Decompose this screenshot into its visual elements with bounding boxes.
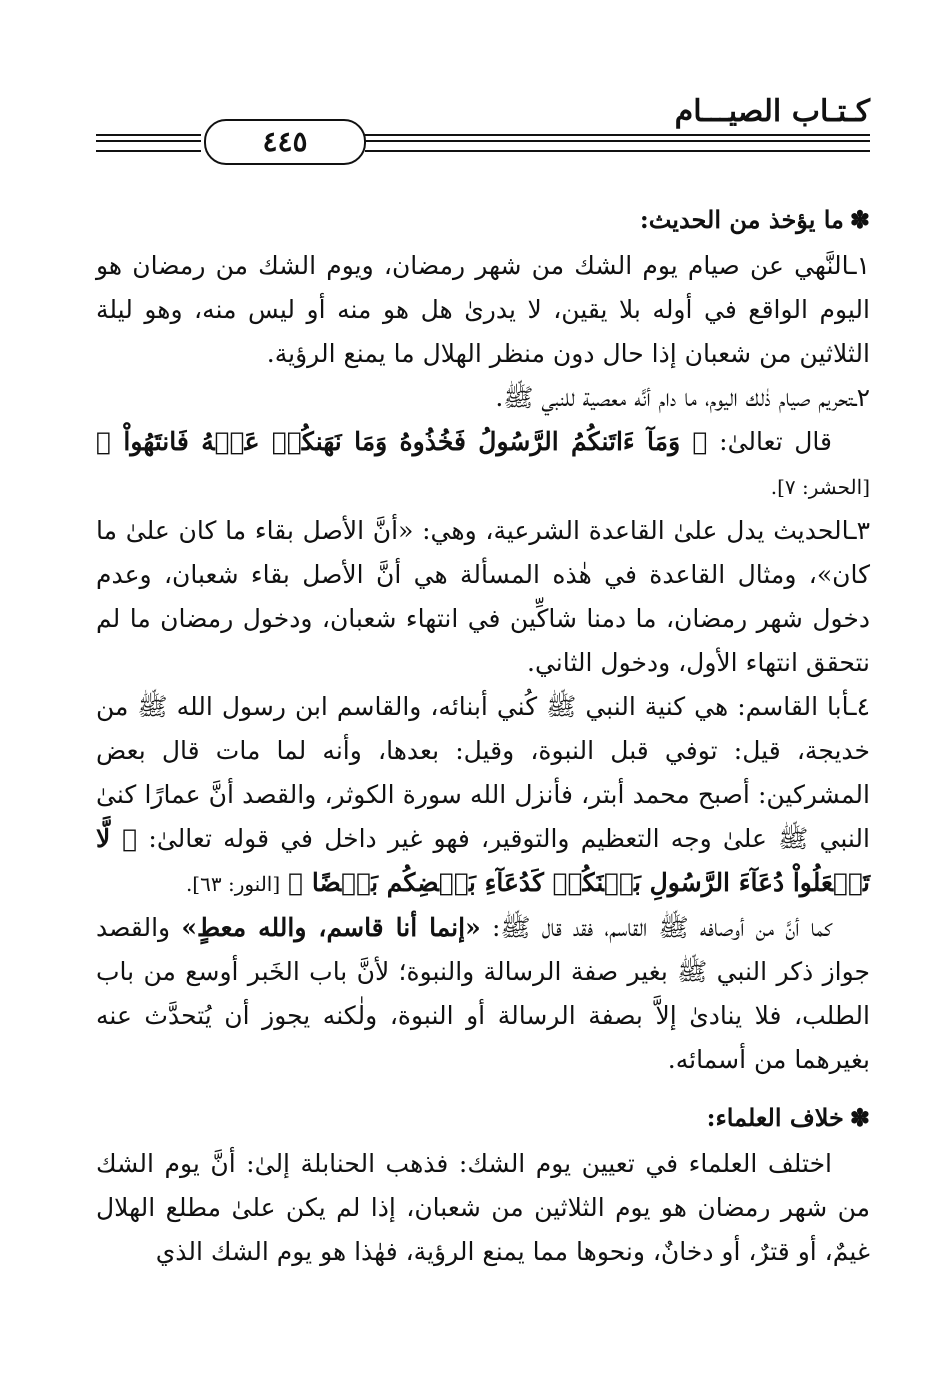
page-body <box>96 200 870 1274</box>
verse-line: قال تعالىٰ: ﴿ وَمَآ ءَاتَنكُمُ الرَّسُولُ فَخُذُوهُ وَمَا نَهَنكُمۡ عَنۡهُ فَانتَهُواْ ﴾ [الحشر: ٧]. <box>96 427 870 499</box>
section-heading-takeaways: ✽ما يؤخذ من الحديث: <box>639 205 870 234</box>
verse-reference: [الحشر: ٧]. <box>770 475 870 499</box>
asterisk-icon: ✽ <box>849 1103 870 1132</box>
page-header <box>96 92 870 162</box>
paragraph-attributes: كما أنَّ من أوصافه ﷺ القاسم، فقد قال ﷺ: «إنما أنا قاسم، والله معطٍ» والقصد جواز ذكر النبي ﷺ بغير صفة الرسالة والنبوة؛ لأنَّ باب الخَبر أوسع من باب الطلب، فلا ينادىٰ إلاَّ بصفة الرسالة أو النبوة، ولٰكنه يجوز أن يُتحدَّث عنه بغيرهما من أسمائه. <box>96 913 870 1074</box>
running-title: كـتـاب الصيـــام <box>674 94 870 129</box>
paragraph-scholars: اختلف العلماء في تعيين يوم الشك: فذهب الحنابلة إلىٰ: أنَّ يوم الشك من شهر رمضان هو يوم الثلاثين من شعبان، إذا لم يكن علىٰ مطلع الهلال غيمٌ، أو قترٌ، أو دخانٌ، ونحوها مما يمنع الرؤية، فهٰذا هو يوم الشك الذي <box>96 1149 870 1266</box>
verse-reference: [النور: ٦٣]. <box>185 872 281 896</box>
quran-verse: ﴿ لَّا تَجۡعَلُواْ دُعَآءَ الرَّسُولِ بَيۡنَكُمۡ كَدُعَآءِ بَعۡضِكُم بَعۡضًا ﴾ <box>96 824 870 897</box>
quran-verse: ﴿ وَمَآ ءَاتَنكُمُ الرَّسُولُ فَخُذُوهُ وَمَا نَهَنكُمۡ عَنۡهُ فَانتَهُواْ ﴾ <box>96 427 708 456</box>
list-item-2: ٢ـتحريم صيام ذٰلك اليوم، ما دام أنَّه معصية للنبي ﷺ. <box>495 383 870 412</box>
header-rule-left <box>96 134 201 152</box>
section-heading-scholars: ✽خلاف العلماء: <box>706 1103 870 1132</box>
list-item-1: ١ـالنَّهي عن صيام يوم الشك من شهر رمضان، ويوم الشك من رمضان هو اليوم الواقع في أوله بلا يقين، لا يدرىٰ هل هو منه أو ليس منه، وهو ليلة الثلاثين من شعبان إذا حال دون منظر الهلال ما يمنع الرؤية. <box>96 251 870 368</box>
hadith-quote: «إنما أنا قاسم، والله معطٍ» <box>181 913 481 942</box>
asterisk-icon: ✽ <box>849 205 870 234</box>
header-rule-right <box>365 134 870 152</box>
list-item-4: ٤ـأبا القاسم: هي كنية النبي ﷺ كُني أبنائه، والقاسم ابن رسول الله ﷺ من خديجة، قيل: توفي قبل النبوة، وقيل: بعدها، وأنه لما مات قال بعض المشركين: أصبح محمد أبتر، فأنزل الله سورة الكوثر، والقصد أنَّ عمارًا كنىٰ النبي ﷺ علىٰ وجه التعظيم والتوقير، فهو غير داخل في قوله تعالىٰ: ﴿ لَّا تَجۡعَلُواْ دُعَآءَ الرَّسُولِ بَيۡنَكُمۡ كَدُعَآءِ بَعۡضِكُم بَعۡضًا ﴾ [النور: ٦٣]. <box>96 692 870 897</box>
list-item-3: ٣ـالحديث يدل علىٰ القاعدة الشرعية، وهي: «أنَّ الأصل بقاء ما كان علىٰ ما كان»، ومثال القاعدة في هٰذه المسألة هي أنَّ الأصل بقاء شعبان، وعدم دخول شهر رمضان، ما دمنا شاكِّين في انتهاء شعبان، ودخول رمضان ما لم نتحقق انتهاء الأول، ودخول الثاني. <box>96 516 870 677</box>
page-number: ٤٤٥ <box>204 119 366 165</box>
